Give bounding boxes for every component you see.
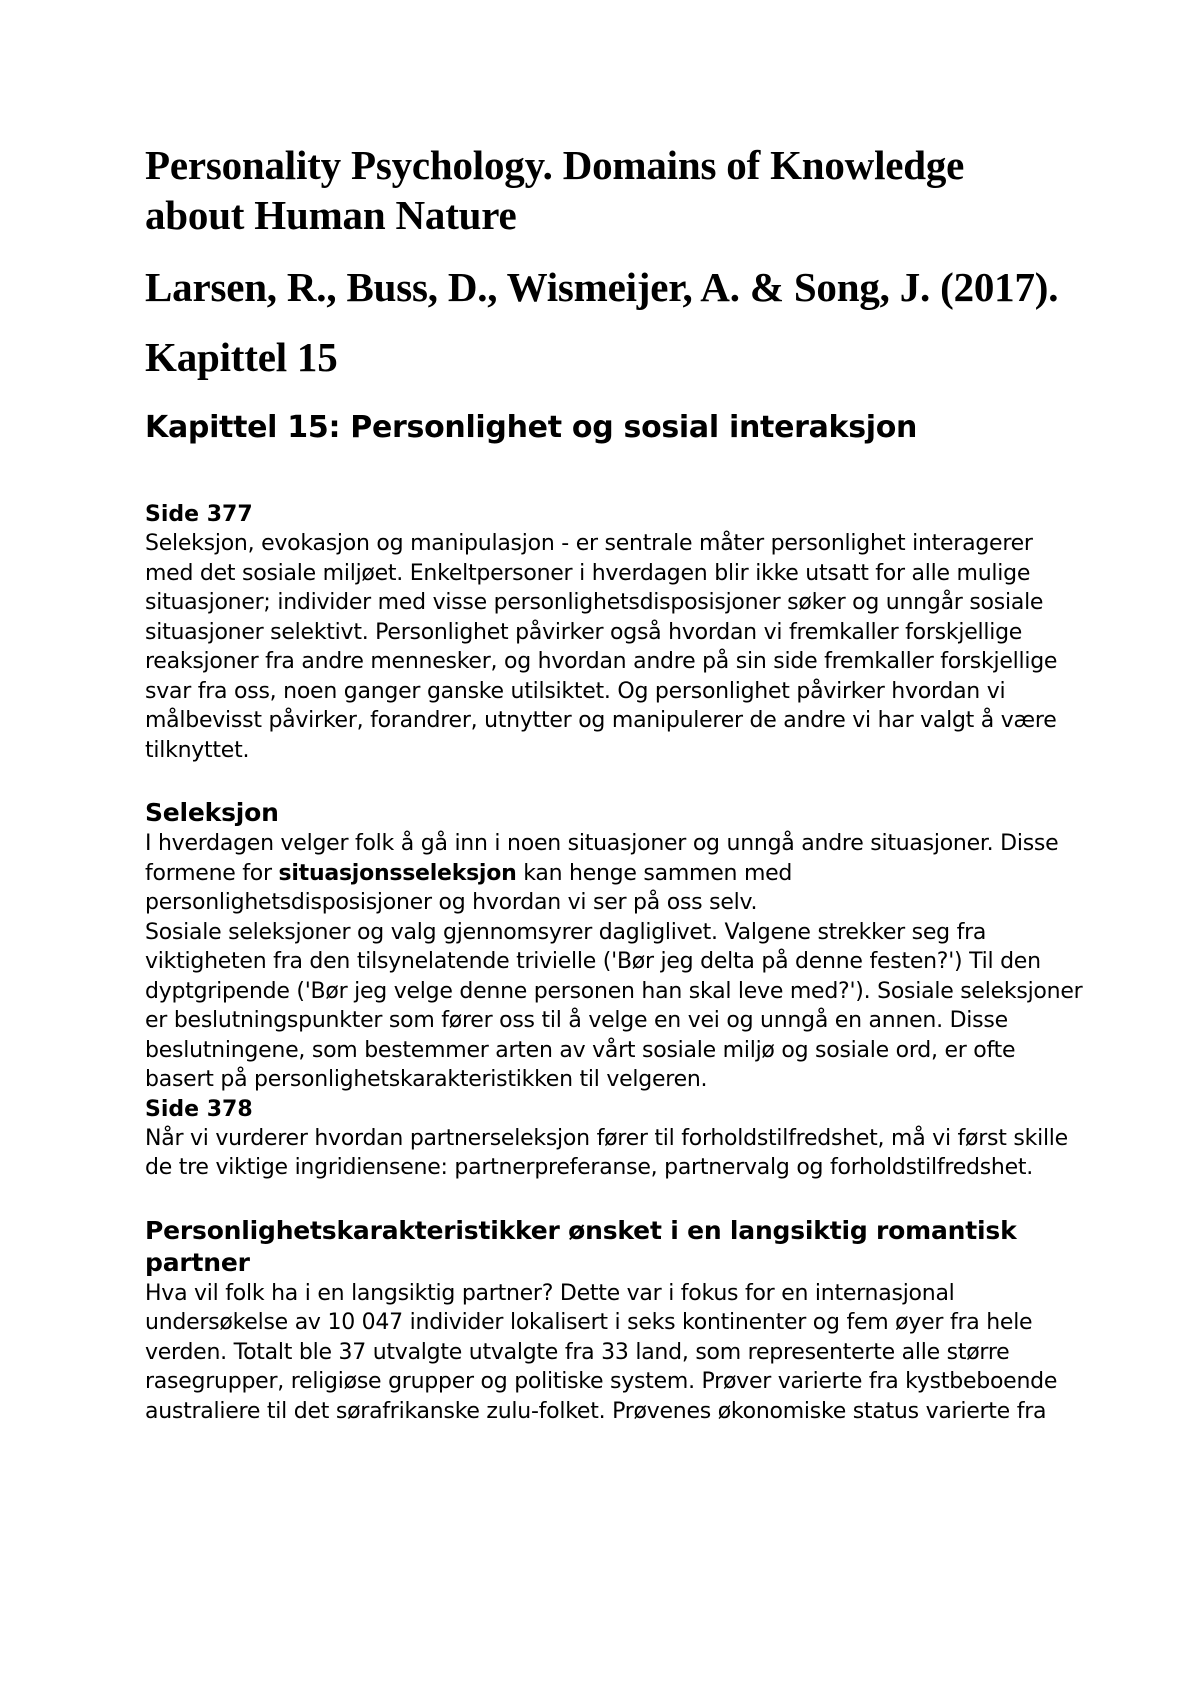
paragraph-partner: Hva vil folk ha i en langsiktig partner? Dette var i fokus for en internasjonal undersøkelse av 10 047 individer lokalisert i seks kontinenter og fem øyer fra hele verden. Totalt ble 37 utvalgte utvalgte fra 33 land, som representerte alle større rasegrupper, religiøse grupper og politiske system. Prøver varierte fra kystbeboende australiere til det sørafrikanske zulu-folket. Prøvenes økonomiske status varierte fra xyxy=(145,1280,1058,1424)
book-title xyxy=(145,140,1085,240)
section-heading-seleksjon: Seleksjon xyxy=(145,798,279,827)
spacer xyxy=(145,1183,1085,1215)
paragraph-seleksjon-1-after: kan henge sammen med personlighetsdisposisjoner og hvordan vi ser på oss selv. xyxy=(145,860,793,915)
book-title-line-2: about Human Nature xyxy=(145,192,517,238)
chapter-label: Kapittel 15 xyxy=(145,334,338,380)
spacer xyxy=(145,765,1085,797)
section-heading-partner: Personlighetskarakteristikker ønsket i en langsiktig romantisk partner xyxy=(145,1215,1017,1277)
paragraph-side-377: Seleksjon, evokasjon og manipulasjon - er sentrale måter personlighet interagerer med det sosiale miljøet. Enkeltpersoner i hverdagen blir ikke utsatt for alle mulige situasjoner; individer med visse personlighetsdisposisjoner søker og unngår sosiale situasjoner selektivt. Personlighet påvirker også hvordan vi fremkaller forskjellige reaksjoner fra andre mennesker, og hvordan andre på sin side fremkaller forskjellige svar fra oss, noen ganger ganske utilsiktet. Og personlighet påvirker hvordan vi målbevisst påvirker, forandrer, utnytter og manipulerer de andre vi har valgt å være tilknyttet. xyxy=(145,531,1058,763)
book-title-line-1: Personality Psychology. Domains of Knowledge xyxy=(145,142,965,188)
term-situasjonsseleksjon: situasjonsseleksjon xyxy=(278,860,517,886)
paragraph-seleksjon-2: Sosiale seleksjoner og valg gjennomsyrer dagliglivet. Valgene strekker seg fra viktigheten fra den tilsynelatende trivielle ('Bør jeg delta på denne festen?') Til den dyptgripende ('Bør jeg velge denne personen han skal leve med?'). Sosiale seleksjoner er beslutningspunkter som fører oss til å velge en vei og unngå en annen. Disse beslutningene, som bestemmer arten av vårt sosiale miljø og sosiale ord, er ofte basert på personlighetskarakteristikken til velgeren. xyxy=(145,919,1083,1092)
paragraph-seleksjon-1-before: I hverdagen velger folk å gå inn i noen situasjoner og unngå andre situasjoner. Disse formene for xyxy=(145,831,1059,886)
page-ref-377: Side 377 xyxy=(145,502,253,527)
paragraph-side-378: Når vi vurderer hvordan partnerseleksjon fører til forholdstilfredshet, må vi først skille de tre viktige ingridiensene: partnerpreferanse, partnervalg og forholdstilfredshet. xyxy=(145,1125,1068,1180)
spacer xyxy=(145,472,1085,500)
page-ref-378: Side 378 xyxy=(145,1096,253,1122)
paragraph-seleksjon-1 xyxy=(145,829,1085,918)
document-content xyxy=(145,140,1085,1426)
chapter-heading: Kapittel 15: Personlighet og sosial interaksjon xyxy=(145,410,918,445)
book-authors: Larsen, R., Buss, D., Wismeijer, A. & Song, J. (2017). xyxy=(145,264,1059,310)
